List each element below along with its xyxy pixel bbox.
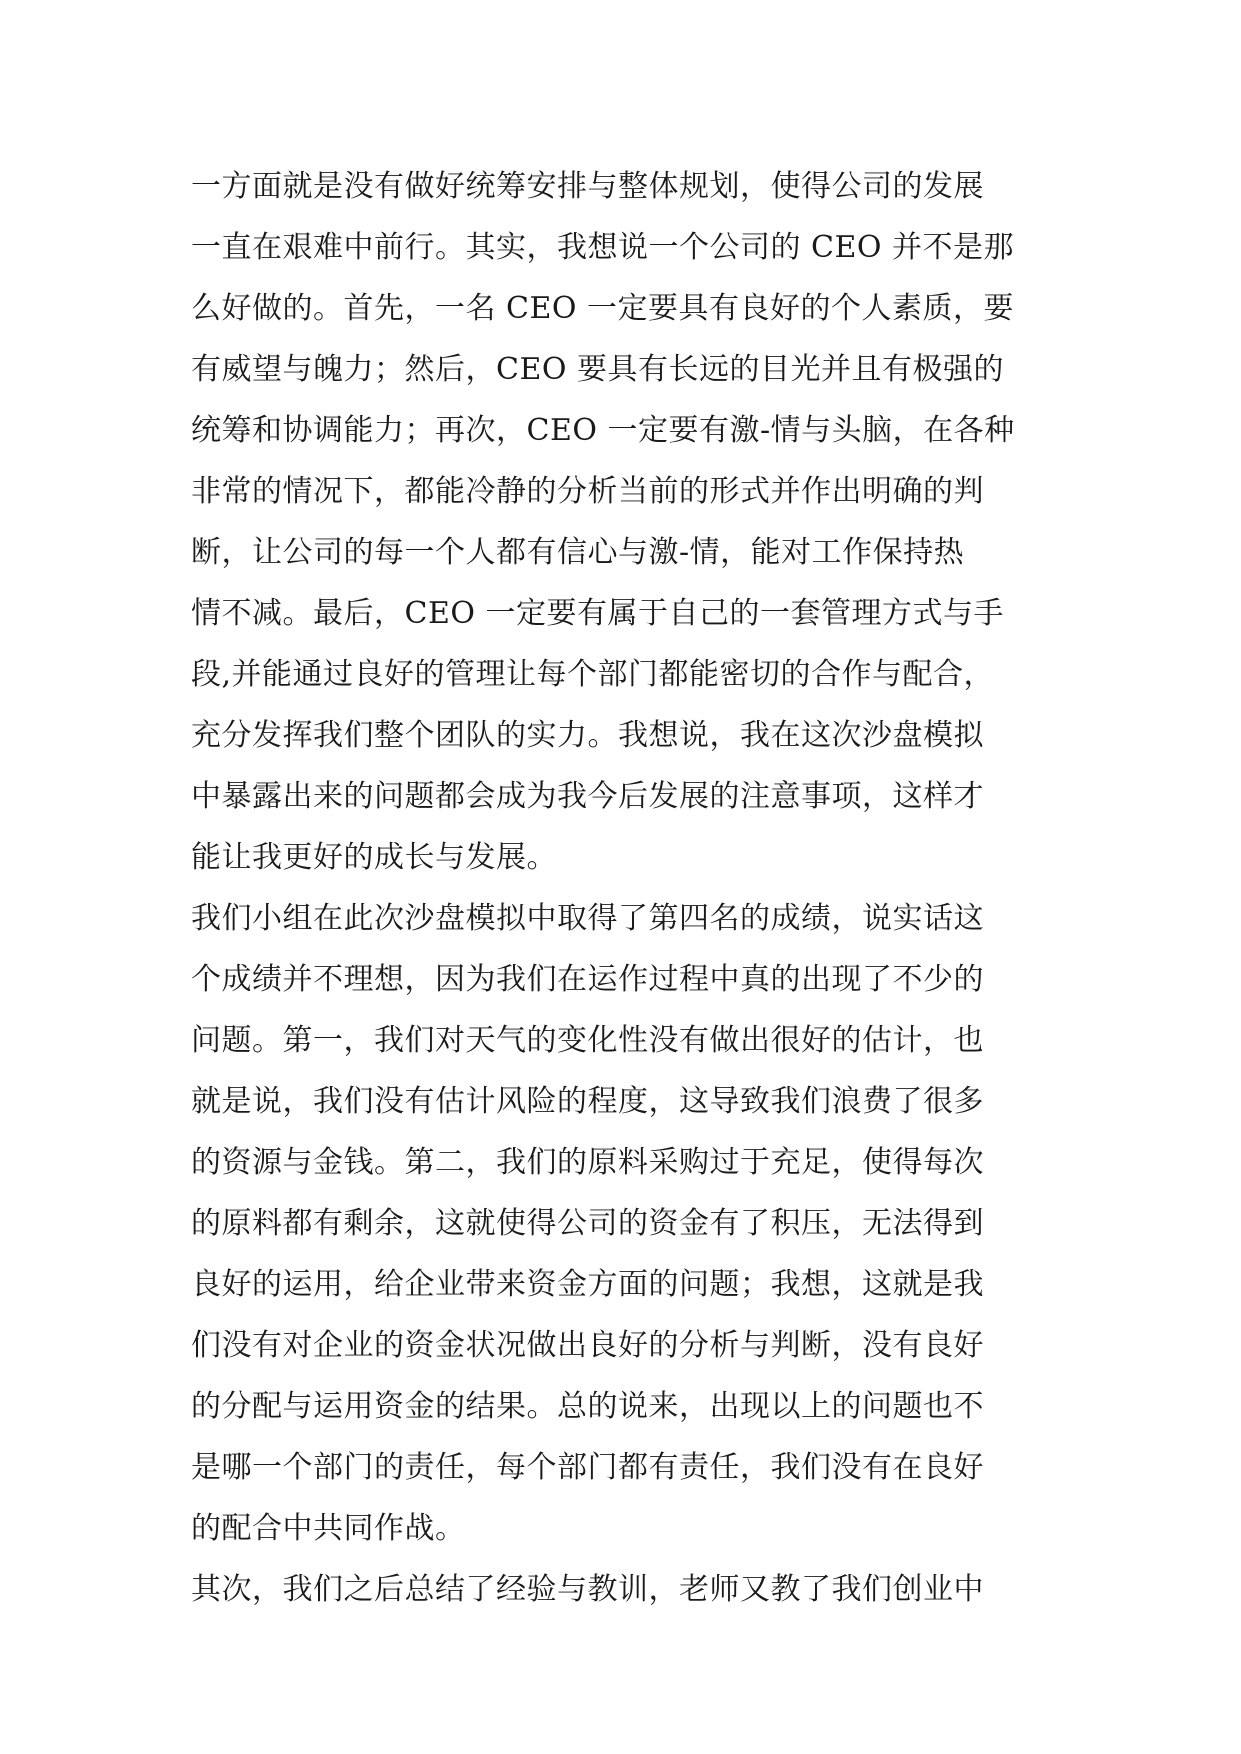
text-line: 非常的情况下，都能冷静的分析当前的形式并作出明确的判 [191, 474, 984, 509]
text-line: 断，让公司的每一个人都有信心与激-情，能对工作保持热 [191, 535, 965, 570]
text-line: 么好做的。首先，一名 CEO 一定要具有良好的个人素质，要 [191, 291, 1015, 326]
text-line: 统筹和协调能力；再次，CEO 一定要有激-情与头脑，在各种 [191, 413, 1015, 448]
text-line: 的配合中共同作战。 [191, 1511, 466, 1546]
text-line: 良好的运用，给企业带来资金方面的问题；我想，这就是我 [191, 1267, 984, 1302]
text-line: 其次，我们之后总结了经验与教训，老师又教了我们创业中 [191, 1572, 984, 1607]
text-line: 一方面就是没有做好统筹安排与整体规划，使得公司的发展 [191, 169, 984, 204]
text-line: 的资源与金钱。第二，我们的原料采购过于充足，使得每次 [191, 1145, 984, 1180]
text-line: 是哪一个部门的责任，每个部门都有责任，我们没有在良好 [191, 1450, 984, 1485]
text-line: 们没有对企业的资金状况做出良好的分析与判断，没有良好 [191, 1328, 984, 1363]
text-line: 中暴露出来的问题都会成为我今后发展的注意事项，这样才 [191, 779, 984, 814]
text-line: 情不减。最后，CEO 一定要有属于自己的一套管理方式与手 [191, 596, 1004, 631]
text-line: 能让我更好的成长与发展。 [191, 840, 557, 875]
body-text [191, 156, 1051, 1620]
text-line: 有威望与魄力；然后，CEO 要具有长远的目光并且有极强的 [191, 352, 1004, 387]
text-line: 问题。第一，我们对天气的变化性没有做出很好的估计，也 [191, 1023, 984, 1058]
text-line: 我们小组在此次沙盘模拟中取得了第四名的成绩，说实话这 [191, 901, 984, 936]
text-line: 就是说，我们没有估计风险的程度，这导致我们浪费了很多 [191, 1084, 984, 1119]
text-line: 的分配与运用资金的结果。总的说来，出现以上的问题也不 [191, 1389, 984, 1424]
text-line: 充分发挥我们整个团队的实力。我想说，我在这次沙盘模拟 [191, 718, 984, 753]
text-line: 的原料都有剩余，这就使得公司的资金有了积压，无法得到 [191, 1206, 984, 1241]
text-line: 段,并能通过良好的管理让每个部门都能密切的合作与配合， [191, 657, 995, 692]
text-line: 个成绩并不理想，因为我们在运作过程中真的出现了不少的 [191, 962, 984, 997]
text-line: 一直在艰难中前行。其实，我想说一个公司的 CEO 并不是那 [191, 230, 1015, 265]
